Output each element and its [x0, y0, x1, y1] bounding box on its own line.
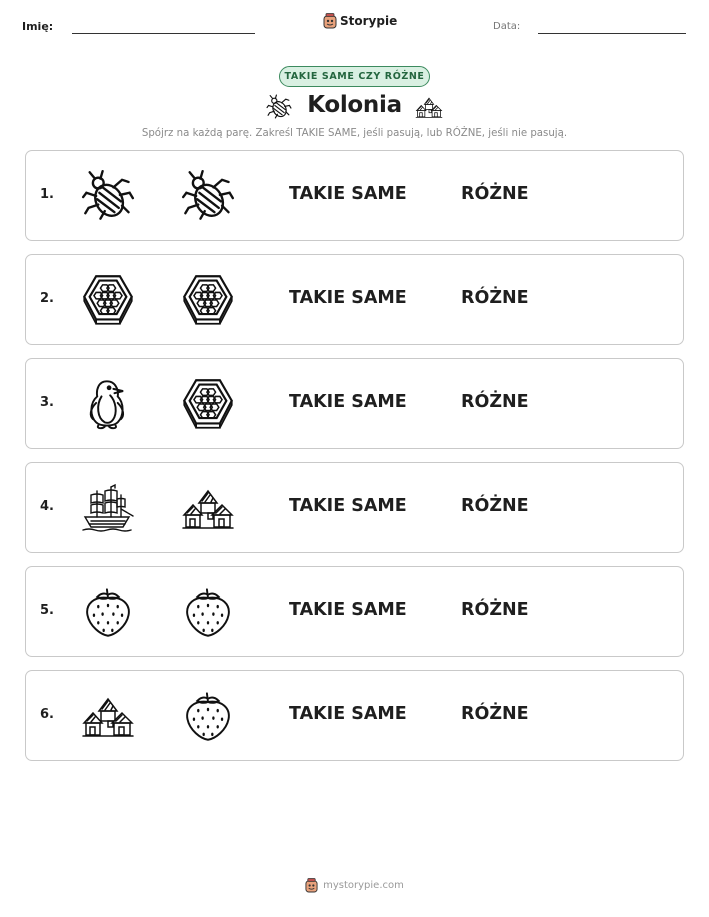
storypie-mascot-icon — [323, 13, 337, 29]
different-option[interactable]: RÓŻNE — [461, 288, 529, 308]
row-number: 2. — [40, 291, 54, 306]
same-option[interactable]: TAKIE SAME — [289, 600, 407, 620]
comparison-row-1 — [25, 150, 684, 241]
same-option[interactable]: TAKIE SAME — [289, 184, 407, 204]
date-input-line[interactable] — [538, 33, 686, 34]
same-option[interactable]: TAKIE SAME — [289, 496, 407, 516]
row-number: 3. — [40, 395, 54, 410]
storypie-logo — [323, 13, 397, 29]
bug-icon — [181, 169, 235, 223]
footer-site-link[interactable]: mystorypie.com — [323, 880, 404, 891]
worksheet-type-badge: TAKIE SAME CZY RÓŻNE — [279, 66, 430, 87]
huts-icon — [81, 689, 135, 743]
bug-icon — [81, 169, 135, 223]
huts-icon — [181, 481, 235, 535]
storypie-mascot-icon — [305, 878, 318, 893]
different-option[interactable]: RÓŻNE — [461, 392, 529, 412]
different-option[interactable]: RÓŻNE — [461, 600, 529, 620]
row-number: 1. — [40, 187, 54, 202]
penguin-icon — [81, 377, 135, 431]
comparison-row-3 — [25, 358, 684, 449]
same-option[interactable]: TAKIE SAME — [289, 704, 407, 724]
name-input-line[interactable] — [72, 33, 255, 34]
huts-icon — [415, 94, 443, 120]
honeycomb-icon — [81, 273, 135, 327]
strawberry-icon — [181, 585, 235, 639]
row-number: 6. — [40, 707, 54, 722]
page-title: Kolonia — [307, 92, 402, 118]
row-number: 5. — [40, 603, 54, 618]
same-option[interactable]: TAKIE SAME — [289, 288, 407, 308]
logo-text: Storypie — [340, 14, 398, 28]
comparison-row-2 — [25, 254, 684, 345]
same-option[interactable]: TAKIE SAME — [289, 392, 407, 412]
different-option[interactable]: RÓŻNE — [461, 184, 529, 204]
honeycomb-icon — [181, 273, 235, 327]
name-label: Imię: — [22, 20, 54, 33]
comparison-row-5 — [25, 566, 684, 657]
row-number: 4. — [40, 499, 54, 514]
strawberry-icon — [181, 689, 235, 743]
honeycomb-icon — [181, 377, 235, 431]
different-option[interactable]: RÓŻNE — [461, 704, 529, 724]
strawberry-icon — [81, 585, 135, 639]
ship-icon — [81, 481, 135, 535]
footer — [0, 878, 709, 893]
instructions-text: Spójrz na każdą parę. Zakreśl TAKIE SAME, jeśli pasują, lub RÓŻNE, jeśli nie pasują. — [141, 128, 568, 139]
different-option[interactable]: RÓŻNE — [461, 496, 529, 516]
date-label: Data: — [493, 21, 521, 32]
comparison-row-6 — [25, 670, 684, 761]
comparison-row-4 — [25, 462, 684, 553]
